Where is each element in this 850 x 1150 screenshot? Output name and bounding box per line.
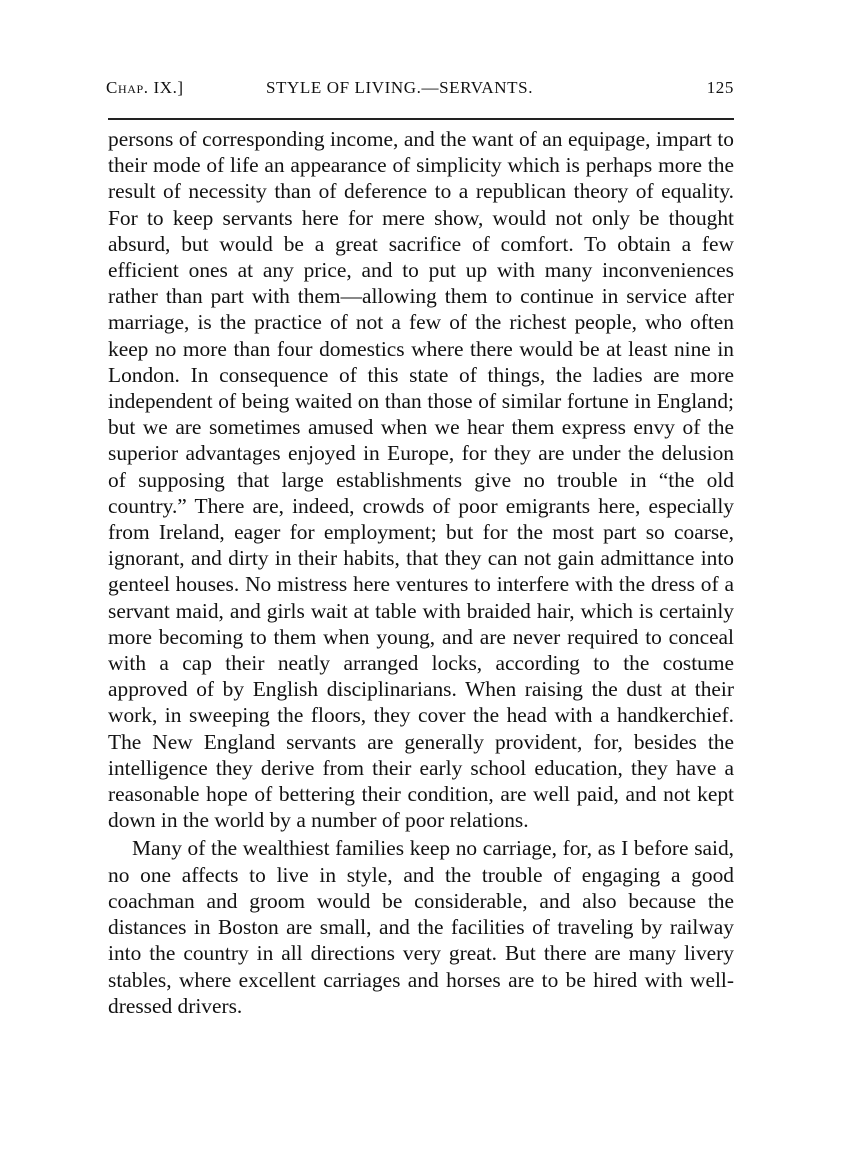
running-header (108, 72, 734, 102)
text-body (108, 126, 734, 1019)
page-number: 125 (706, 78, 734, 97)
chapter-label: Chap. IX.] (106, 78, 184, 97)
book-page (108, 72, 734, 1019)
paragraph-2: Many of the wealthiest families keep no carriage, for, as I before said, no one affects to live in style, and the trouble of engaging a good coachman and groom would be considerable, and also because the distances in Boston are small, and the facilities of traveling by railway into the country in all directions very great. But there are many livery stables, where excellent carriages and horses are to be hired with well-dressed drivers. (108, 836, 734, 1018)
running-title: STYLE OF LIVING.—SERVANTS. (266, 78, 534, 97)
header-rule (108, 118, 734, 120)
paragraph-1: persons of corresponding income, and the want of an equipage, impart to their mode of life an appearance of simplicity which is perhaps more the result of necessity than of deference to a republican theory of equality. For to keep servants here for mere show, would not only be thought absurd, but would be a great sacrifice of comfort. To obtain a few efficient ones at any price, and to put up with many inconveniences rather than part with them—allowing them to continue in service after marriage, is the practice of not a few of the richest people, who often keep no more than four domestics where there would be at least nine in London. In consequence of this state of things, the ladies are more independent of being waited on than those of similar fortune in England; but we are sometimes amused when we hear them express envy of the superior advantages enjoyed in Europe, for they are under the delusion of supposing that large establishments give no trouble in “the old country.” There are, indeed, crowds of poor emigrants here, especially from Ireland, eager for employment; but for the most part so coarse, ignorant, and dirty in their habits, that they can not gain admittance into genteel houses. No mistress here ventures to interfere with the dress of a servant maid, and girls wait at table with braided hair, which is certainly more becoming to them when young, and are never required to conceal with a cap their neatly arranged locks, according to the costume approved of by English disciplinarians. When raising the dust at their work, in sweeping the floors, they cover the head with a handkerchief. The New England servants are generally provident, for, besides the intelligence they derive from their early school education, they have a reasonable hope of bettering their condition, are well paid, and not kept down in the world by a number of poor relations. (108, 127, 734, 833)
